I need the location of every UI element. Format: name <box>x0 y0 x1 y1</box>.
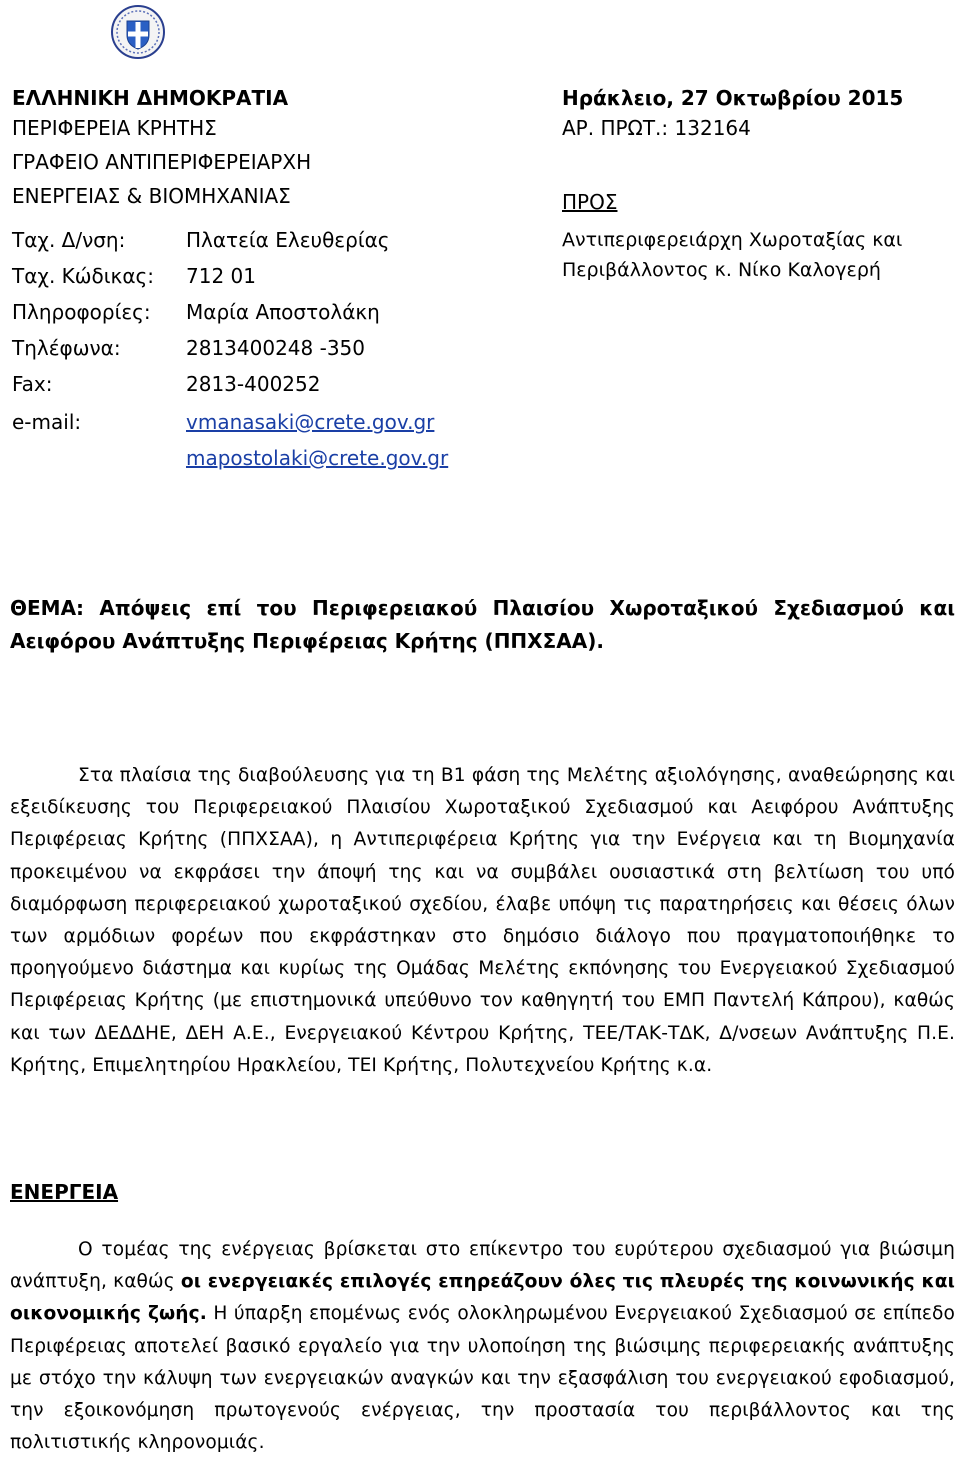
email-link-2[interactable]: mapostolaki@crete.gov.gr <box>186 446 449 470</box>
info-label: Πληροφορίες: <box>12 300 151 324</box>
office-title: ΓΡΑΦΕΙΟ ΑΝΤΙΠΕΡΙΦΕΡΕΙΑΡΧΗ <box>12 150 312 174</box>
to-label: ΠΡΟΣ <box>562 190 618 214</box>
greek-emblem-icon <box>110 4 166 60</box>
fax-label: Fax: <box>12 372 53 396</box>
subject: ΘΕΜΑ: Απόψεις επί του Περιφερειακού Πλαισίου Χωροταξικού Σχεδιασμού και Αειφόρου Ανάπτυξης Περιφέρειας Κρήτης (ΠΠΧΣΑΑ). <box>10 596 955 653</box>
phone-value: 2813400248 -350 <box>186 336 365 360</box>
region-title: ΠΕΡΙΦΕΡΕΙΑ ΚΡΗΤΗΣ <box>12 116 217 140</box>
energy-paragraph <box>10 1234 955 1459</box>
republic-title: ΕΛΛΗΝΙΚΗ ΔΗΜΟΚΡΑΤΙΑ <box>12 86 289 110</box>
energy-paragraph-part1: Ο τομέας της ενέργειας βρίσκεται στο επίκεντρο του ευρύτερου σχεδιασμού για βιώσιμη ανάπτυξη, καθώς <box>10 1239 955 1293</box>
info-value: Μαρία Αποστολάκη <box>186 300 380 324</box>
section-heading-energy: ΕΝΕΡΓΕΙΑ <box>10 1180 119 1204</box>
energy-paragraph-part2: Η ύπαρξη επομένως ενός ολοκληρωμένου Ενεργειακού Σχεδιασμού σε επίπεδο Περιφέρειας αποτελεί βασικό εργαλείο για την υλοποίηση της βιώσιμης περιφερειακής ανάπτυξης με στόχο την κάλυψη των ενεργειακών αναγκών και την εξασφάλιση του ενεργειακού εφοδιασμού, την εξοικονόμηση πρωτογενούς ενέργειας, την προστασία του περιβάλλοντος και της πολιτιστικής κληρονομιάς. <box>10 1303 955 1454</box>
fax-value: 2813-400252 <box>186 372 321 396</box>
intro-paragraph: Στα πλαίσια της διαβούλευσης για τη Β1 φάση της Μελέτης αξιολόγησης, αναθεώρησης και εξειδίκευσης του Περιφερειακού Πλαισίου Χωροταξικού Σχεδιασμού και Αειφόρου Ανάπτυξης Περιφέρειας Κρήτης (ΠΠΧΣΑΑ), η Αντιπεριφέρεια Κρήτης για την Ενέργεια και τη Βιομηχανία προκειμένου να εκφράσει την άποψή της και να συμβάλει ουσιαστικά στη βελτίωση του υπό διαμόρφωση περιφερειακού χωροταξικού σχεδίου, έλαβε υπόψη τις παρατηρήσεις και θέσεις όλων των αρμόδιων φορέων που εκφράστηκαν στο δημόσιο διάλογο που πραγματοποιήθηκε το προηγούμενο διάστημα και κυρίως της Ομάδας Μελέτης εκπόνησης του Ενεργειακού Σχεδιασμού Περιφέρειας Κρήτης (με επιστημονικά υπεύθυνο τον καθηγητή του ΕΜΠ Παντελή Κάπρου), καθώς και των ΔΕΔΔΗΕ, ΔΕΗ Α.Ε., Ενεργειακού Κέντρου Κρήτης, ΤΕΕ/ΤΑΚ-ΤΔΚ, Δ/νσεων Ανάπτυξης Π.Ε. Κρήτης, Επιμελητηρίου Ηρακλείου, ΤΕΙ Κρήτης, Πολυτεχνείου Κρήτης κ.α. <box>10 765 955 1076</box>
email-label: e-mail: <box>12 410 82 434</box>
address-label: Ταχ. Δ/νση: <box>12 228 126 252</box>
phone-label: Τηλέφωνα: <box>12 336 121 360</box>
protocol-label: ΑΡ. ΠΡΩΤ.: <box>562 116 669 140</box>
energy-paragraph-bold: οι ενεργειακές επιλογές επηρεάζουν όλες τις πλευρές της κοινωνικής και οικονομικής ζωής. <box>10 1271 955 1325</box>
address-value: Πλατεία Ελευθερίας <box>186 228 390 252</box>
recipient-line-2: Περιβάλλοντος κ. Νίκο Καλογερή <box>562 259 881 281</box>
department-title: ΕΝΕΡΓΕΙΑΣ & ΒΙΟΜΗΧΑΝΙΑΣ <box>12 184 291 208</box>
postal-code-label: Ταχ. Κώδικας: <box>12 264 154 288</box>
postal-code-value: 712 01 <box>186 264 256 288</box>
email-link-1[interactable]: vmanasaki@crete.gov.gr <box>186 410 435 434</box>
recipient-line-1: Αντιπεριφερειάρχη Χωροταξίας και <box>562 229 903 251</box>
protocol-number <box>562 116 751 140</box>
place-date: Ηράκλειο, 27 Οκτωβρίου 2015 <box>562 86 904 110</box>
protocol-value: 132164 <box>674 116 751 140</box>
